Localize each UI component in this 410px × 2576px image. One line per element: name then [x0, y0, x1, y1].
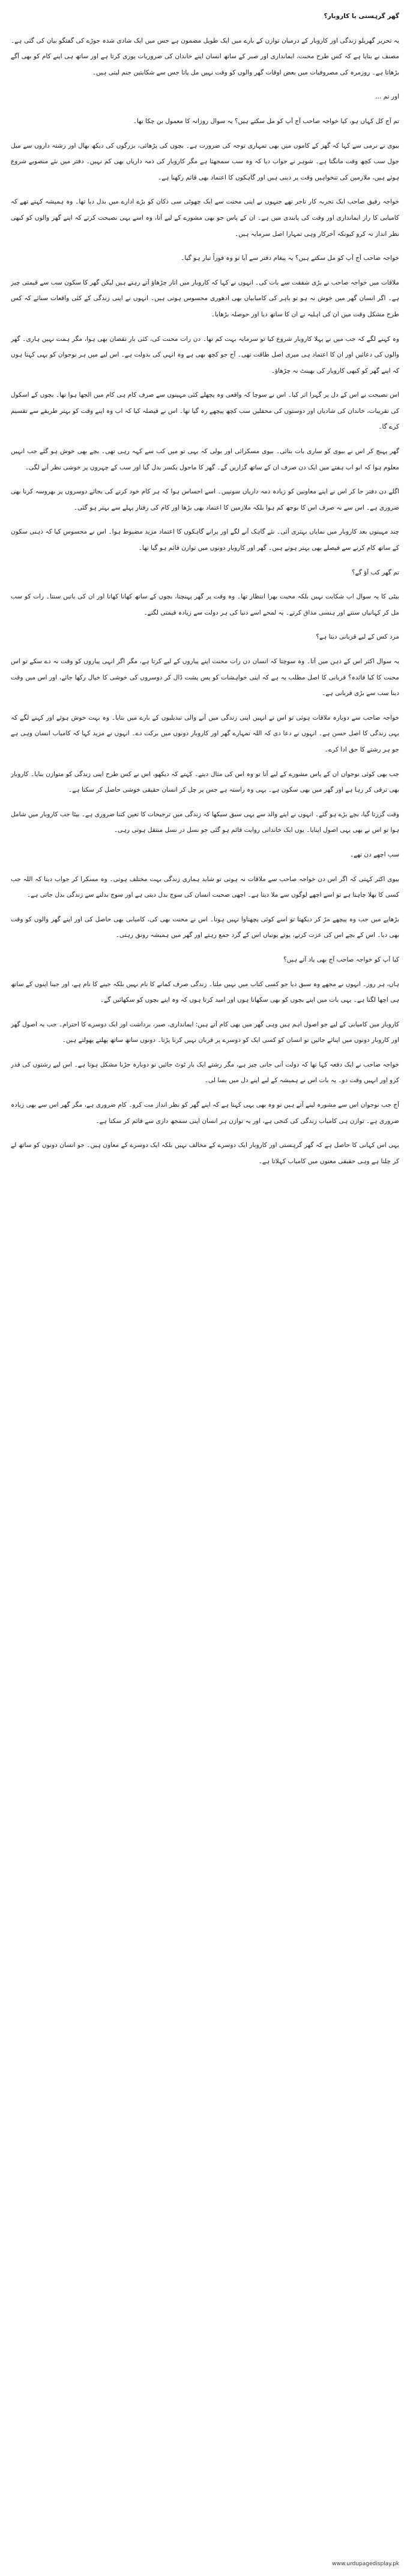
article-paragraph: جب بھی کوئی نوجوان ان کے پاس مشورے کے لیے آتا تو وہ اس کی مثال دیتے۔ کہتے کہ دیکھو، اس نے کس طرح اپنی زندگی کو متوازن بنایا۔ کاروبار بھی ترقی کر رہا ہے اور گھر میں بھی سکون ہے۔ یہی وہ راستہ ہے جس پر چل کر انسان حقیقی خوشی حاصل کر سکتا ہے۔ [11, 770, 399, 794]
article-paragraph: اس نصیحت نے اس کے دل پر گہرا اثر کیا۔ اس نے سوچا کہ واقعی وہ پچھلے کئی مہینوں سے صرف کام ہی کام میں الجھا ہوا تھا۔ بچوں کے اسکول کی تقریبات، خاندان کی شادیاں اور دوستوں کی محفلیں سب کچھ پیچھے رہ گیا تھا۔ اس نے فیصلہ کیا کہ اب وہ اپنے وقت کو بہتر طریقے سے تقسیم کرے گا۔ [11, 391, 399, 431]
article-paragraph: وہ کہنے لگے کہ جب میں نے پہلا کاروبار شروع کیا تو سرمایہ بہت کم تھا۔ دن رات محنت کی، کئی بار نقصان بھی ہوا، مگر ہمت نہیں ہاری۔ گھر والوں کی دعائیں اور ان کا اعتماد ہی میری اصل طاقت تھی۔ آج جو کچھ بھی ہے وہ انہی کی بدولت ہے۔ اس لیے میں ہر نوجوان کو یہی کہتا ہوں کہ اپنے گھر کو کبھی کاروبار کی بھینٹ نہ چڑھاؤ۔ [11, 335, 399, 375]
article-paragraph: خواجہ رفیق صاحب ایک تجربہ کار تاجر تھے جنہوں نے اپنی محنت سے ایک چھوٹی سی دکان کو بڑے ادارے میں بدل دیا تھا۔ وہ ہمیشہ کہتے تھے کہ کامیابی کا راز ایمانداری اور وقت کی پابندی میں ہے۔ ان کے پاس جو بھی مشورے کے لیے آتا، وہ اسے یہی نصیحت کرتے کہ اپنے گھر والوں کو کبھی نظر انداز نہ کرو کیونکہ آخرکار وہی تمہارا اصل سرمایہ ہیں۔ [11, 198, 399, 238]
article-title: گھر گرہستی یا کاروبار؟ [324, 13, 399, 20]
article-paragraph: گھر پہنچ کر اس نے بیوی کو ساری بات بتائی۔ بیوی مسکرائی اور بولی کہ یہی تو میں کب سے کہہ رہی تھی۔ بچے بھی خوش ہو گئے جب انہیں معلوم ہوا کہ ابو اب ہفتے میں ایک دن صرف ان کے ساتھ گزاریں گے۔ گھر کا ماحول یکسر بدل گیا اور سب کے چہروں پر خوشی نظر آنے لگی۔ [11, 448, 399, 471]
article-paragraph: یہی اس کہانی کا حاصل ہے کہ گھر گرہستی اور کاروبار ایک دوسرے کے مخالف نہیں بلکہ ایک دوسرے کے معاون ہیں۔ جو انسان دونوں کو ساتھ لے کر چلتا ہے وہی حقیقی معنوں میں کامیاب کہلاتا ہے۔ [11, 1142, 399, 1165]
article-paragraph: خواجہ صاحب نے ایک دفعہ کہا تھا کہ دولت آنی جانی چیز ہے، مگر رشتے ایک بار ٹوٹ جائیں تو دوبارہ جڑنا مشکل ہوتا ہے۔ اس لیے رشتوں کی قدر کرو اور انہیں وقت دو۔ یہ بات اس نے ہمیشہ کے لیے اپنے دل میں بسا لی۔ [11, 1061, 399, 1085]
article-paragraph: بڑھاپے میں جب وہ پیچھے مڑ کر دیکھتا تو اسے کوئی پچھتاوا نہیں ہوتا۔ اس نے محنت بھی کی، کامیابی بھی حاصل کی اور اپنے گھر والوں کو وقت بھی دیا۔ اس کے بچے اس کی عزت کرتے، پوتے پوتیاں اس کے گرد جمع رہتے اور گھر میں ہمیشہ رونق رہتی۔ [11, 915, 399, 939]
article-paragraph: کاروبار میں کامیابی کے لیے جو اصول اہم ہیں وہی گھر میں بھی کام آتے ہیں: ایمانداری، صبر، برداشت اور ایک دوسرے کا احترام۔ جب یہ اصول گھر اور کاروبار دونوں میں اپنائے جائیں تو انسان کو کسی ایک کو دوسرے پر قربان نہیں کرنا پڑتا۔ دونوں ساتھ ساتھ پھلتے پھولتے ہیں۔ [11, 1020, 399, 1044]
source-footer: www.urdupagedisplay.pk [332, 2561, 399, 2567]
article-body [11, 8, 399, 2559]
article-paragraph: تم آج کل کہاں ہو، کیا خواجہ صاحب آج آپ کو مل سکتے ہیں؟ یہ سوال روزانہ کا معمول بن چکا تھا۔ [133, 117, 399, 125]
article-paragraph: بیٹی کا یہ سوال اب شکایت نہیں بلکہ محبت بھرا انتظار تھا۔ وہ وقت پر گھر پہنچتا، بچوں کے ساتھ کھانا کھاتا اور ان کی باتیں سنتا۔ رات کو سب مل کر کہانیاں سنتے اور ہنسی مذاق کرتے۔ یہ لمحے اسے دنیا کی ہر دولت سے زیادہ قیمتی لگتے۔ [11, 593, 399, 616]
article-paragraph: خواجہ صاحب آج آپ کو مل سکتے ہیں؟ یہ پیغام دفتر سے آیا تو وہ فوراً تیار ہو گیا۔ [181, 254, 399, 262]
article-paragraph: اگلے دن دفتر جا کر اس نے اپنے معاونین کو زیادہ ذمہ داریاں سونپیں۔ اسے احساس ہوا کہ ہر کام خود کرنے کی بجائے دوسروں پر بھروسہ کرنا بھی ضروری ہے۔ اس سے نہ صرف اس کا بوجھ کم ہوا بلکہ ملازمین کا اعتماد بھی بڑھا اور کام کی رفتار پہلے سے بہتر ہو گئی۔ [11, 488, 399, 511]
article-paragraph: بیوی اکثر کہتی کہ اگر اس دن خواجہ صاحب سے ملاقات نہ ہوتی تو شاید ہماری زندگی بہت مختلف ہوتی۔ وہ مسکرا کر جواب دیتا کہ اللہ جب کسی کا بھلا چاہتا ہے تو اسے اچھے لوگوں سے ملا دیتا ہے۔ اچھی صحبت انسان کی سوچ بدل دیتی ہے اور سوچ بدلنے سے زندگی بدل جاتی ہے۔ [11, 875, 399, 899]
article-paragraph: چند مہینوں بعد کاروبار میں نمایاں بہتری آئی۔ نئے گاہک آنے لگے اور پرانے گاہکوں کا اعتماد مزید مضبوط ہوا۔ اس نے محسوس کیا کہ ذہنی سکون کے ساتھ کام کرنے سے فیصلے بھی بہتر ہوتے ہیں۔ گھر اور کاروبار دونوں میں توازن قائم ہو گیا تھا۔ [11, 528, 399, 552]
article-paragraph: یہ تحریر گھریلو زندگی اور کاروبار کے درمیان توازن کے بارے میں ایک طویل مضمون ہے جس میں ایک شادی شدہ جوڑے کی گفتگو بیان کی گئی ہے۔ مصنف نے بتایا ہے کہ کس طرح محنت، ایمانداری اور صبر کے ساتھ انسان اپنے خاندان کی ضروریات پوری کرتا ہے اور ساتھ ہی اپنے کام کو بھی آگے بڑھاتا ہے۔ روزمرہ کی مصروفیات میں بعض اوقات گھر والوں کو وقت نہیں مل پاتا جس سے شکایتیں جنم لیتی ہیں۔ [11, 37, 399, 76]
article-paragraph: خواجہ صاحب سے دوبارہ ملاقات ہوئی تو اس نے انہیں اپنی زندگی میں آنے والی تبدیلیوں کے بارے میں بتایا۔ وہ بہت خوش ہوئے اور کہنے لگے کہ یہی زندگی کا اصل حسن ہے۔ انہوں نے دعا دی کہ اللہ تمہارے گھر اور کاروبار دونوں میں برکت دے۔ انہوں نے مزید کہا کہ کامیاب انسان وہی ہے جو ہر رشتے کا حق ادا کرے۔ [11, 714, 399, 753]
article-paragraph: یہ سوال اکثر اس کے ذہن میں آتا۔ وہ سوچتا کہ انسان دن رات محنت اپنے پیاروں کے لیے کرتا ہے، مگر اگر انہی پیاروں کو وقت نہ دے سکے تو اس محنت کا کیا فائدہ؟ قربانی کا اصل مطلب یہ ہے کہ اپنی خواہشات کو پس پشت ڈال کر دوسروں کی خوشی کا خیال رکھا جائے، اور اس میں وقت دینا سب سے بڑی قربانی ہے۔ [11, 658, 399, 697]
article-paragraph: ہاں، ہر روز۔ انہوں نے مجھے وہ سبق دیا جو کسی کتاب میں نہیں ملتا۔ زندگی صرف کمانے کا نام نہیں بلکہ جینے کا نام ہے، اور جینا اپنوں کے ساتھ ہی اچھا لگتا ہے۔ یہی بات میں اپنے بچوں کو بھی سکھاتا ہوں اور امید کرتا ہوں کہ وہ اپنے بچوں کو سکھائیں گے۔ [11, 980, 399, 1004]
article-paragraph: بیوی نے نرمی سے کہا کہ گھر کے کاموں میں بھی تمہاری توجہ کی ضرورت ہے۔ بچوں کی پڑھائی، بزرگوں کی دیکھ بھال اور رشتہ داروں سے میل جول سب کچھ وقت مانگتا ہے۔ شوہر نے جواب دیا کہ وہ سب سمجھتا ہے مگر کاروبار کی ذمہ داریاں بھی کم نہیں۔ دفتر میں نئے منصوبے شروع ہوئے ہیں، ملازمین کی تنخواہیں وقت پر دینی ہیں اور گاہکوں کا اعتماد بھی قائم رکھنا ہے۔ [11, 142, 399, 181]
article-paragraph: آج جب نوجوان اس سے مشورہ لینے آتے ہیں تو وہ بھی یہی کہتا ہے کہ اپنے گھر کو نظر انداز مت کرو۔ کام ضروری ہے، مگر گھر اس سے بھی زیادہ ضروری ہے۔ توازن ہی کامیاب زندگی کی کنجی ہے، اور یہ توازن ہر انسان اپنی سمجھ داری سے قائم کر سکتا ہے۔ [11, 1101, 399, 1125]
article-paragraph: کیا آپ کو خواجہ صاحب آج بھی یاد آتے ہیں؟ [283, 955, 399, 963]
article-paragraph: تم گھر کب آؤ گے؟ [352, 568, 399, 576]
article-paragraph: سب اچھے دن تھے۔ [350, 850, 399, 858]
article-paragraph: مرد کس کے لیے قربانی دیتا ہے؟ [316, 633, 399, 641]
article-paragraph: وقت گزرتا گیا، بچے بڑے ہو گئے۔ انہوں نے اپنے والد سے یہی سبق سیکھا کہ زندگی میں ترجیحات کا تعین کتنا ضروری ہے۔ بیٹا جب کاروبار میں شامل ہوا تو اس نے بھی یہی اصول اپنایا۔ یوں ایک خاندانی روایت قائم ہو گئی جو نسل در نسل منتقل ہوتی رہی۔ [11, 810, 399, 834]
article-paragraph: اور تم ... [375, 93, 399, 101]
article-paragraph: ملاقات میں خواجہ صاحب نے بڑی شفقت سے بات کی۔ انہوں نے کہا کہ کاروبار میں اتار چڑھاؤ آتے رہتے ہیں لیکن گھر کا سکون سب سے قیمتی چیز ہے۔ اگر انسان گھر میں خوش نہ ہو تو باہر کی کامیابیاں بھی ادھوری محسوس ہوتی ہیں۔ انہوں نے اپنی زندگی کے کئی واقعات سنائے کہ کس طرح مشکل وقت میں ان کی اہلیہ نے ان کا ساتھ دیا اور حوصلہ بڑھایا۔ [11, 278, 399, 318]
